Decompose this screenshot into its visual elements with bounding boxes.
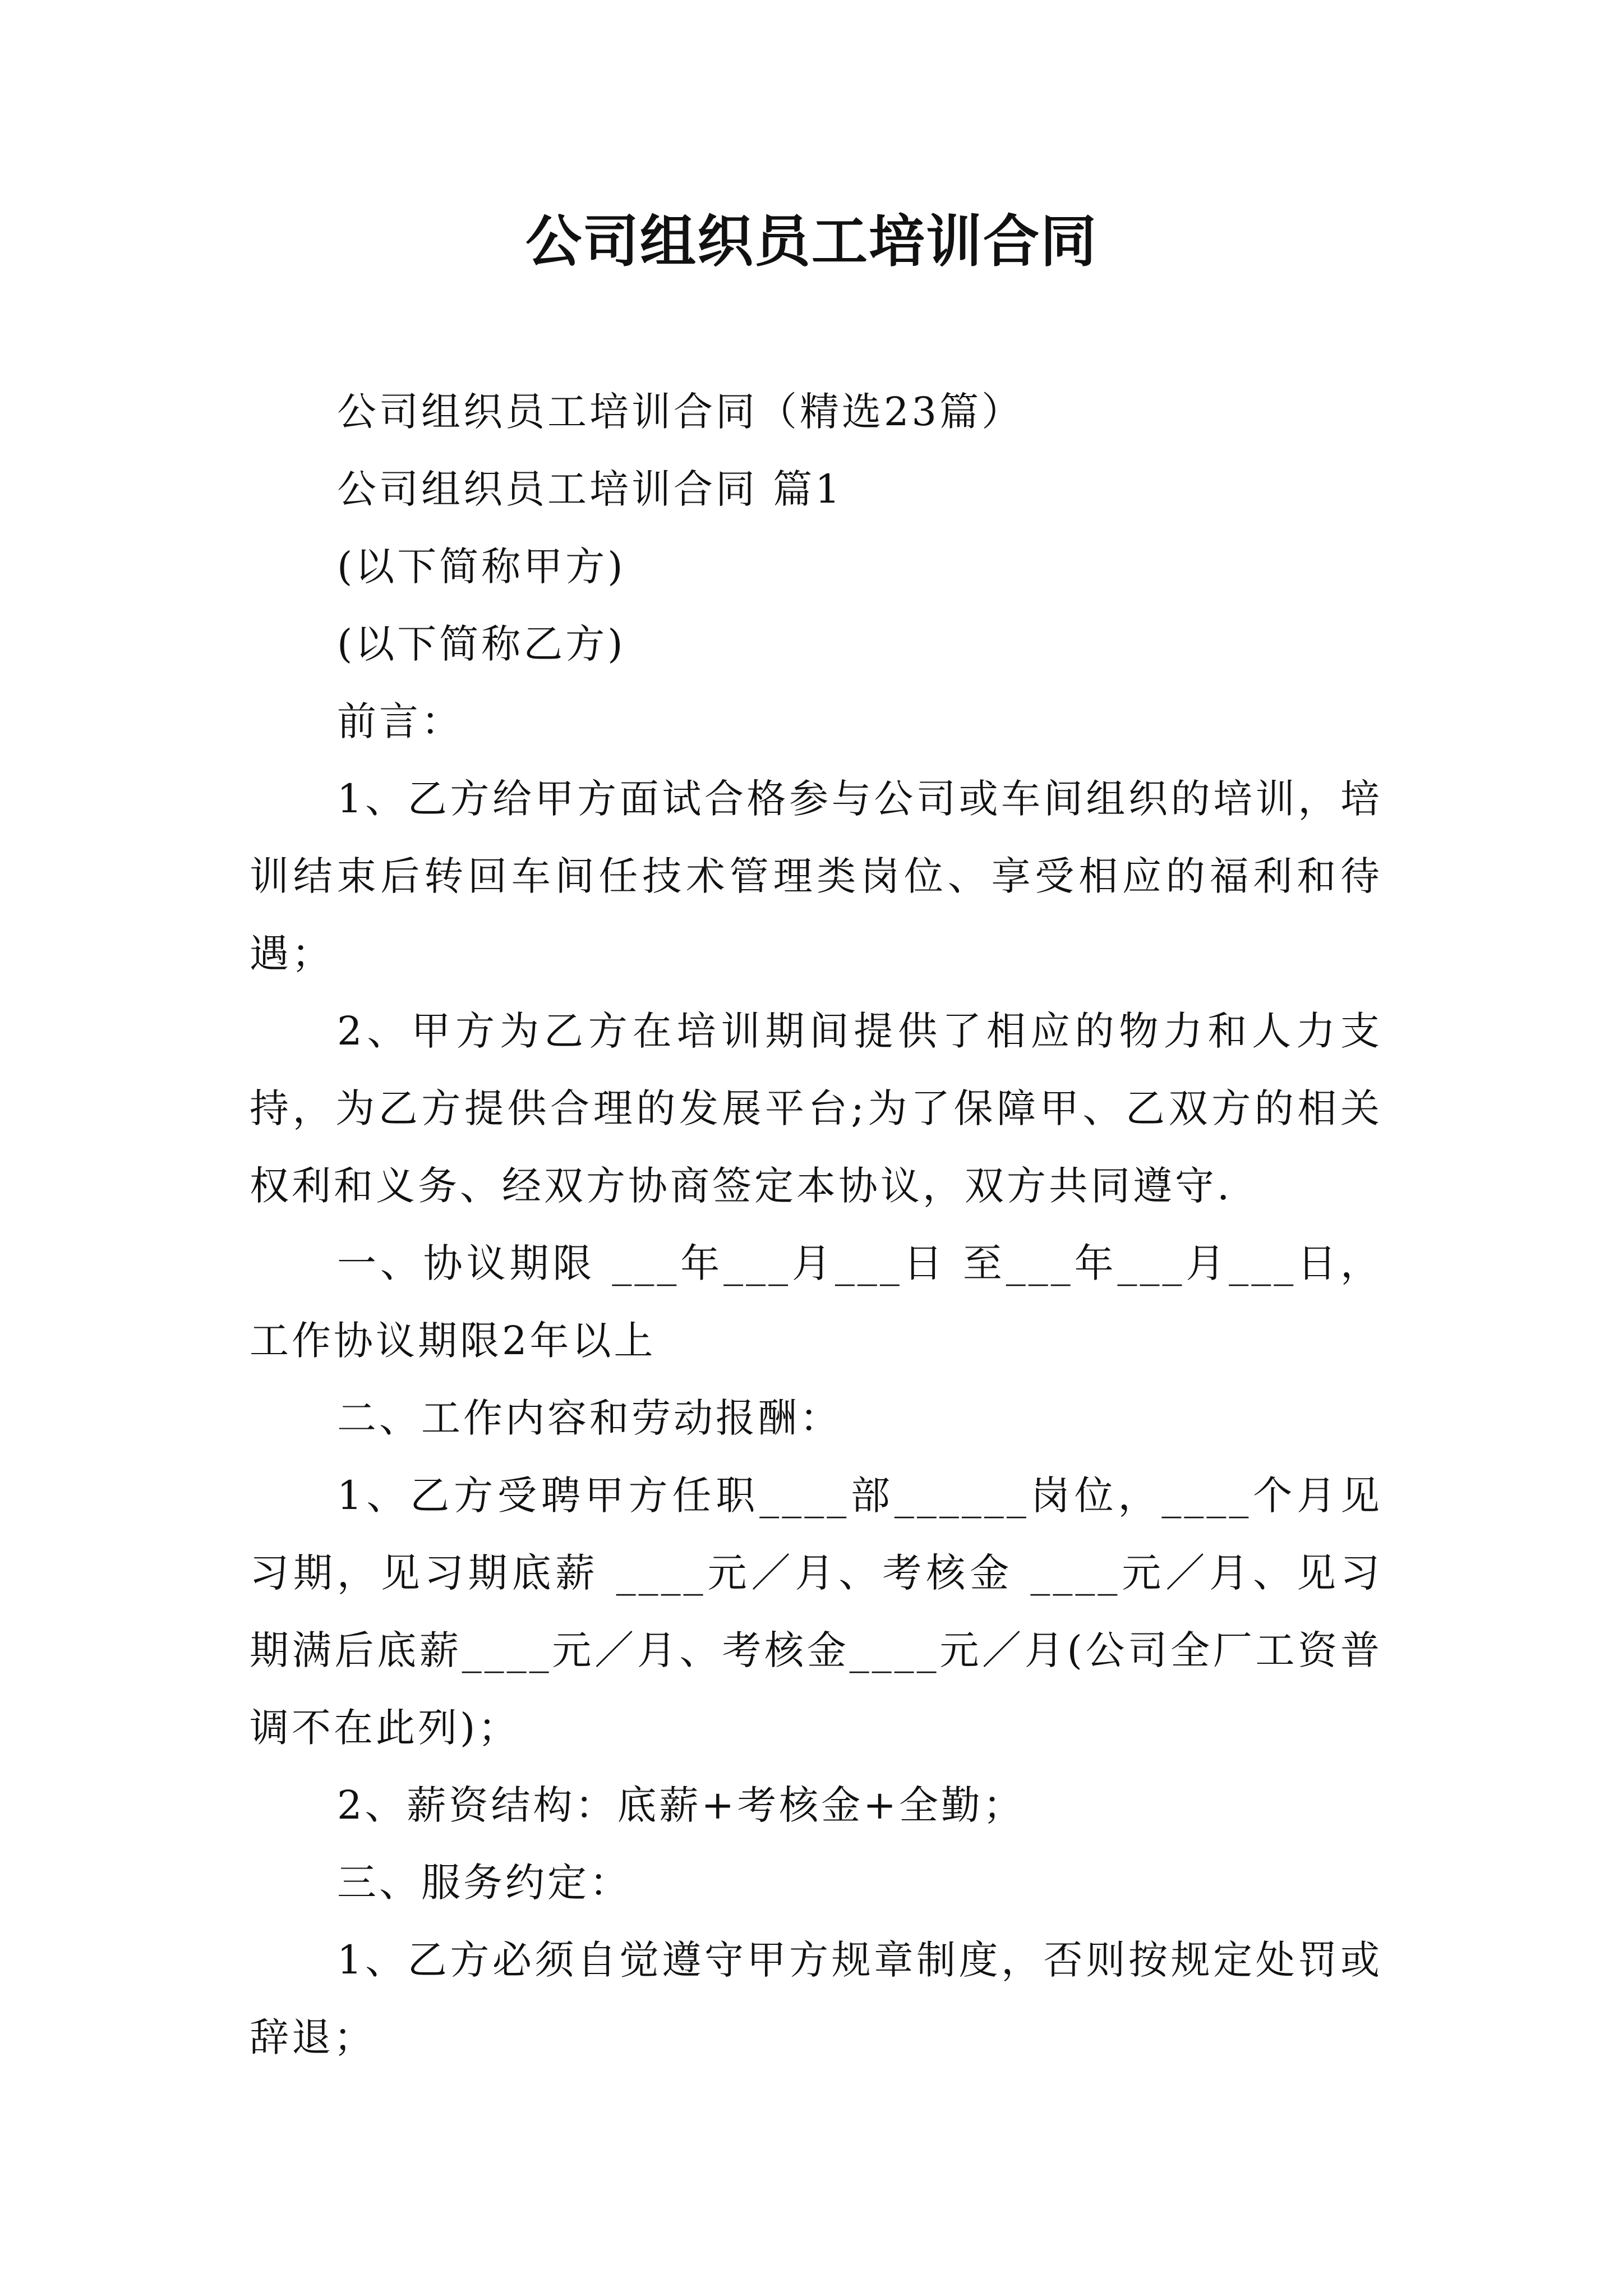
clause-term: 一、协议期限 ___年___月___日 至___年___月___日，工作协议期限2年以上 xyxy=(250,1240,1382,1364)
preface-heading: 前言： xyxy=(337,698,463,744)
party-b-line: (以下简称乙方) xyxy=(337,621,626,667)
clause-work-heading: 二、工作内容和劳动报酬： xyxy=(337,1395,842,1441)
document-subtitle: 公司组织员工培训合同（精选23篇） xyxy=(337,389,1024,435)
party-a-line: (以下简称甲方) xyxy=(337,544,626,590)
preface-item-2: 2、甲方为乙方在培训期间提供了相应的物力和人力支持，为乙方提供合理的发展平台;为了保障甲、乙双方的相关权利和义务、经双方协商签定本协议，双方共同遵守. xyxy=(250,1008,1382,1209)
clause-work-item-1: 1、乙方受聘甲方任职____部______岗位，____个月见习期，见习期底薪 ____元／月、考核金 ____元／月、见习期满后底薪____元／月、考核金____元／月(公司全厂工资普调不在此列)； xyxy=(250,1473,1382,1751)
document-title: 公司组织员工培训合同 xyxy=(525,208,1098,274)
clause-service-heading: 三、服务约定： xyxy=(337,1860,631,1906)
section-heading: 公司组织员工培训合同 篇1 xyxy=(337,466,843,512)
clause-service-item-1: 1、乙方必须自觉遵守甲方规章制度，否则按规定处罚或辞退； xyxy=(250,1937,1382,2060)
document-body xyxy=(250,373,1382,2076)
clause-work-item-2: 2、薪资结构：底薪+考核金+全勤； xyxy=(337,1782,1025,1828)
preface-item-1: 1、乙方给甲方面试合格参与公司或车间组织的培训，培训结束后转回车间任技术管理类岗位、享受相应的福利和待遇； xyxy=(250,776,1382,977)
